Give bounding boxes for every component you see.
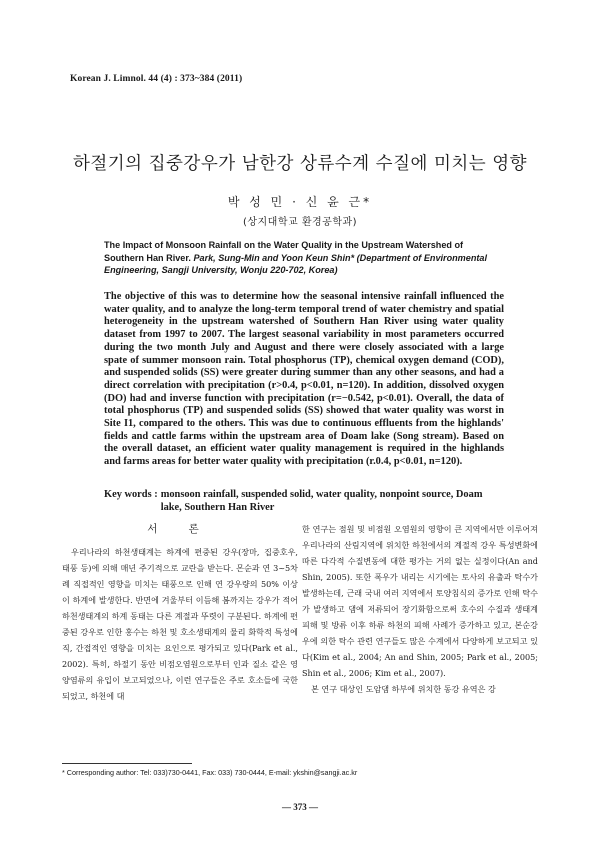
english-title: The Impact of Monsoon Rainfall on the Water Quality in the Upstream Watershed of Southern Han River. [104, 240, 464, 263]
abstract: The objective of this was to determine how the seasonal intensive rainfall influenced the water quality, and to analyze the long-term temporal trend of water chemistry and spatial heterogeneity in the upstream watershed of Southern Han River using water quality dataset from 1997 to 2007. The largest seasonal variability in most parameters occurred during the two month July and August and there were closely associated with a large spate of summer monsoon rain. Total phosphorus (TP), chemical oxygen demand (COD), and suspended solids (SS) were greater during summer than any other seasons, and had a direct correlation with precipitation (r>0.4, p<0.01, n=120). In addition, dissolved oxygen (DO) had and inverse function with precipitation (r=−0.542, p<0.01). Overall, the data of total phosphorus (TP) and suspended solids (SS) showed that water quality was worst in Site I1, compared to the others. This was due to continuous effluents from the highlands' fields and cattle farms within the upstream area of Doam lake (Song stream). Based on the overall dataset, an efficient water quality management is required in the highlands and farms areas for better water quality with precipitation (r.0.4, p<0.01, n=120). [104, 291, 504, 468]
right-column [302, 521, 538, 697]
korean-title: 하절기의 집중강우가 남한강 상류수계 수질에 미치는 영향 [72, 154, 528, 174]
english-title-block [104, 239, 504, 277]
journal-reference: Korean J. Limnol. 44 (4) : 373~384 (2011) [70, 74, 243, 84]
intro-paragraph-2: 본 연구 대상인 도암댐 하부에 위치한 동강 유역은 강 [311, 684, 496, 694]
footnote-divider [62, 763, 192, 764]
korean-affiliation: (상지대학교 환경공학과) [242, 217, 358, 228]
page-number: — 373 — [282, 802, 318, 812]
korean-authors: 박 성 민 · 신 윤 근* [227, 195, 373, 209]
keywords-text: monsoon rainfall, suspended solid, water quality, nonpoint source, Doam lake, Southern Han River [160, 489, 483, 513]
keywords-label: Key words : [104, 489, 158, 500]
english-authors-affiliation: Park, Sung-Min and Yoon Keun Shin* (Department of Environmental Engineering, Sangji University, Wonju 220-702, Korea) [104, 252, 487, 275]
corresponding-author-footnote: * Corresponding author: Tel: 033)730-0441, Fax: 033) 730-0444, E-mail: ykshin@sangji.ac.kr [62, 768, 358, 777]
intro-paragraph-1-continued: 한 연구는 점원 및 비점원 오염원의 영향이 큰 지역에서만 이루어져 우리나라의 산림지역에 위치한 하천에서의 계절적 강우 특성변화에 따른 다각적 수질변동에 대한 평가는 거의 없는 실정이다(An and Shin, 2005). 또한 폭우가 내리는 시기에는 토사의 유출과 탁수가 발생하는데, 근래 국내 여러 지역에서 토양침식의 증가로 인해 탁수가 발생하고 댐에 저류되어 장기화함으로써 호수의 수질과 생태계 피해 및 방류 이후 하류 하천의 피해 사례가 증가하고 있고, 본순강우에 의한 탁수 관련 연구들도 많은 수계에서 다양하게 보고되고 있다(Kim et al., 2004; An and Shin, 2005; Park et al., 2005; Shin et al., 2006; Kim et al., 2007). [302, 524, 538, 678]
left-column [62, 521, 298, 704]
section-title: 서 론 [147, 523, 213, 535]
keywords [104, 488, 504, 514]
intro-paragraph-1: 우리나라의 하천생태계는 하계에 편중된 강우(장마, 집중호우, 태풍 등)에 의해 매년 주기적으로 교란을 받는다. 몬순과 연 3~5차례 직접적인 영향을 미치는 태풍으로 인해 연 강우량의 50% 이상이 하계에 발생한다. 반면에 겨울부터 이듬해 봄까지는 강우가 적어 하천생태계의 하계 동태는 다른 계절과 뚜렷이 구분된다. 하계에 편중된 강우로 인한 홍수는 하천 및 호소생태계의 물리 화학적 특성에 직, 간접적인 영향을 미치는 요인으로 평가되고 있다(Park et al., 2002). 특히, 하절기 동안 비점오염원으로부터 인과 질소 같은 영양염류의 유입이 보고되었으나, 이런 연구들은 주로 호소들에 국한되었고, 하천에 대 [62, 547, 298, 701]
